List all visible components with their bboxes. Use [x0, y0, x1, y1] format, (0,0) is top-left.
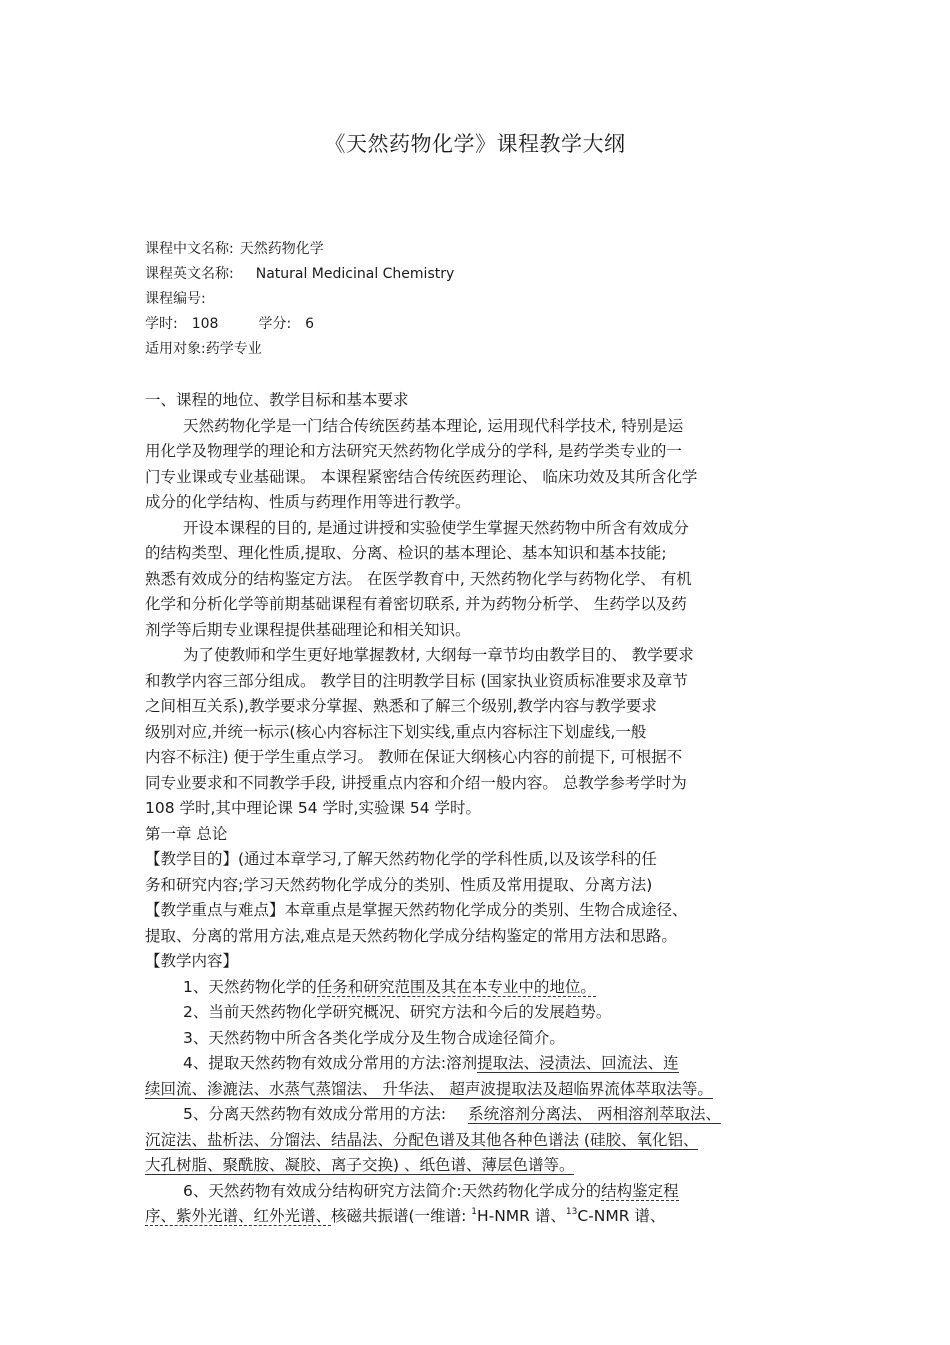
item-text: 5、分离天然药物有效成分常用的方法:: [183, 1105, 447, 1123]
item-core-text: 提取法、浸渍法、回流法、连: [477, 1054, 679, 1072]
section-heading: 一、课程的地位、教学目标和基本要求: [145, 391, 409, 409]
page-title: 《天然药物化学》课程教学大纲: [324, 132, 626, 156]
content-item: [145, 1128, 807, 1154]
content-item: [145, 1077, 807, 1103]
superscript: 1: [471, 1207, 477, 1217]
paragraph-line: 剂学等后期专业课程提供基础理论和相关知识。: [145, 620, 471, 639]
content-item: [145, 1102, 807, 1128]
item-core-text: 沉淀法、盐析法、分馏法、结晶法、分配色谱及其他各种色谱法 (硅胶、氧化铝、: [145, 1130, 699, 1149]
meta-cn-name: [145, 237, 454, 262]
meta-en-name: [145, 262, 454, 287]
item-text: H-NMR 谱、: [476, 1207, 566, 1225]
meta-value: 药学专业: [205, 341, 262, 357]
paragraph-line: 【教学重点与难点】本章重点是掌握天然药物化学成分的类别、生物合成途径、: [145, 901, 688, 919]
content-item: 3、天然药物中所含各类化学成分及生物合成途径简介。: [183, 1028, 565, 1047]
meta-label: 课程编号:: [145, 291, 206, 307]
content-item: [145, 1179, 807, 1205]
paragraph-line: 开设本课程的目的, 是通过讲授和实验使学生掌握天然药物中所含有效成分: [183, 518, 689, 537]
item-core-text: 续回流、渗漉法、水蒸气蒸馏法、 升华法、 超声波提取法及超临界流体萃取法等。: [145, 1079, 713, 1098]
paragraph-line: 化学和分析化学等前期基础课程有着密切联系, 并为药物分析学、 生药学以及药: [145, 595, 687, 613]
content-item: 2、当前天然药物化学研究概况、研究方法和今后的发展趋势。: [183, 1003, 612, 1021]
course-meta: [145, 237, 454, 362]
paragraph-line: 门专业课或专业基础课。 本课程紧密结合传统医药理论、 临床功效及其所含化学: [145, 467, 698, 486]
paragraph-line: 级别对应,并统一标示(核心内容标注下划实线,重点内容标注下划虚线,一般: [145, 722, 647, 741]
paragraph-line: 和教学内容三部分组成。 教学目的注明教学目标 (国家执业资质标准要求及章节: [145, 671, 688, 690]
paragraph-line: 熟悉有效成分的结构鉴定方法。 在医学教育中, 天然药物化学与药物化学、 有机: [145, 569, 692, 588]
item-text: 6、天然药物有效成分结构研究方法简介:天然药物化学成分的: [183, 1181, 602, 1200]
item-key-text: 任务和研究范围及其在本专业中的地位。: [316, 977, 596, 996]
item-key-text: 序、紫外光谱、红外光谱、: [145, 1207, 332, 1225]
chapter-heading: 第一章 总论: [145, 824, 228, 843]
meta-value: Natural Medicinal Chemistry: [255, 266, 455, 282]
paragraph-line: 同专业要求和不同教学手段, 讲授重点内容和介绍一般内容。 总教学参考学时为: [145, 773, 687, 792]
content-item: [145, 975, 807, 1001]
meta-label: 课程中文名称:: [145, 241, 234, 257]
paragraph-line: 务和研究内容;学习天然药物化学成分的类别、性质及常用提取、分离方法): [145, 875, 653, 894]
paragraph-line: 之间相互关系),教学要求分掌握、熟悉和了解三个级别,教学内容与教学要求: [145, 697, 657, 715]
meta-label: 课程英文名称:: [145, 266, 234, 282]
meta-label: 学时:: [145, 316, 178, 332]
superscript: 13: [565, 1207, 578, 1217]
paragraph-line: 108 学时,其中理论课 54 学时,实验课 54 学时。: [145, 799, 482, 817]
content-item: [145, 1153, 807, 1179]
content-item: [145, 1204, 807, 1230]
item-text: 1、天然药物化学的: [183, 977, 317, 996]
item-text: 4、提取天然药物有效成分常用的方法:溶剂: [183, 1054, 478, 1072]
meta-hours-credit: [145, 312, 454, 337]
meta-value: 天然药物化学: [239, 241, 324, 257]
meta-code: [145, 287, 454, 312]
paragraph-line: 的结构类型、理化性质,提取、分离、检识的基本理论、基本知识和基本技能;: [145, 544, 667, 562]
document-body: [145, 388, 807, 1230]
meta-target: [145, 337, 454, 362]
meta-value: 6: [305, 316, 315, 332]
meta-label: 适用对象:: [145, 341, 206, 357]
paragraph-line: 内容不标注) 便于学生重点学习。 教师在保证大纲核心内容的前提下, 可根据不: [145, 748, 683, 766]
meta-label: 学分:: [258, 316, 292, 332]
item-core-text: 大孔树脂、聚酰胺、凝胶、离子交换) 、纸色谱、薄层色谱等。: [145, 1156, 575, 1174]
paragraph-line: 天然药物化学是一门结合传统医药基本理论, 运用现代科学技术, 特别是运: [183, 416, 684, 435]
content-item: [145, 1051, 807, 1077]
paragraph-line: 提取、分离的常用方法,难点是天然药物化学成分结构鉴定的常用方法和思路。: [145, 926, 677, 945]
paragraph-line: 为了使教师和学生更好地掌握教材, 大纲每一章节均由教学目的、 教学要求: [183, 646, 694, 664]
meta-value: 108: [191, 316, 219, 332]
paragraph-line: 【教学目的】(通过本章学习,了解天然药物化学的学科性质,以及该学科的任: [145, 850, 657, 868]
paragraph-line: 成分的化学结构、性质与药理作用等进行教学。: [145, 493, 471, 511]
item-text: C-NMR 谱、: [577, 1207, 666, 1225]
item-key-text: 结构鉴定程: [601, 1181, 679, 1200]
paragraph-line: 用化学及物理学的理论和方法研究天然药物化学成分的学科, 是药学类专业的一: [145, 442, 682, 460]
item-text: 核磁共振谱(一维谱:: [331, 1207, 472, 1225]
section-label: 【教学内容】: [145, 952, 239, 970]
item-core-text: 系统溶剂分离法、 两相溶剂萃取法、: [468, 1105, 722, 1123]
